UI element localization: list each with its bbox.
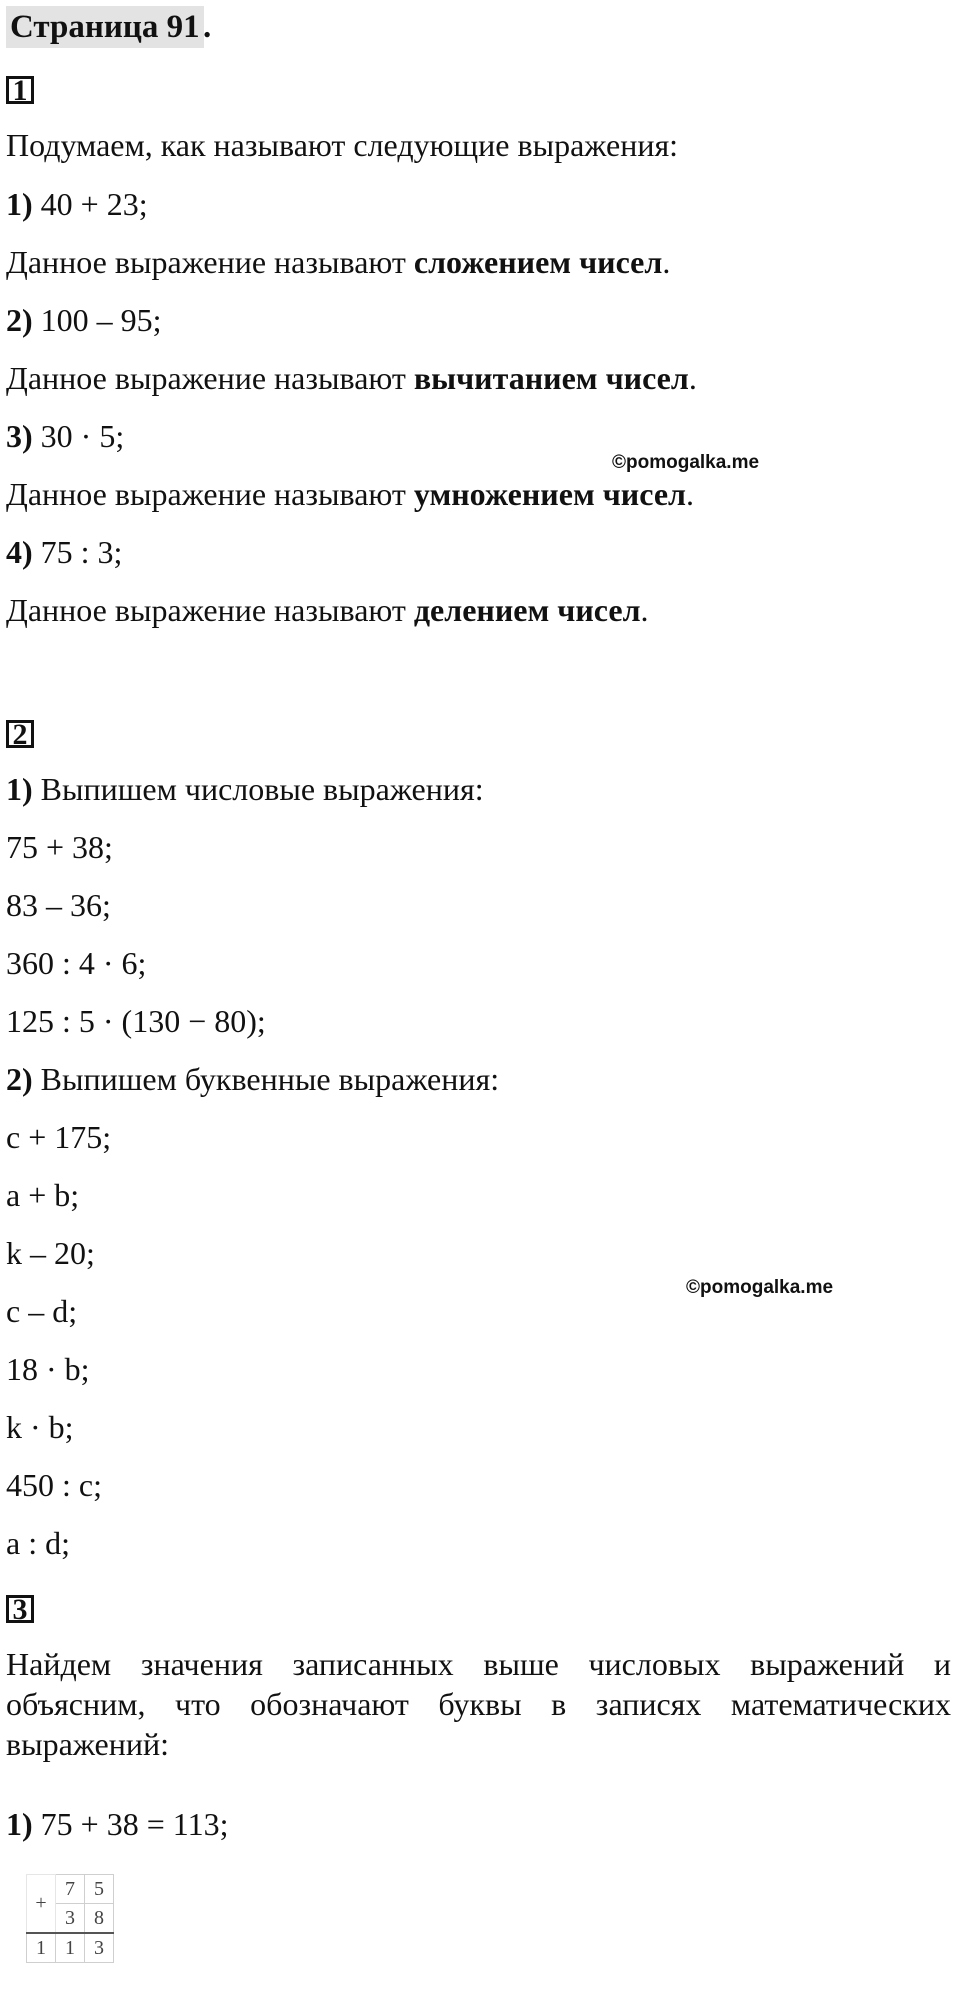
- part-heading: [6, 1059, 499, 1099]
- item-caption: [6, 242, 670, 282]
- letter-expression: c + 175;: [6, 1119, 112, 1155]
- watermark: ©pomogalka.me: [686, 1277, 834, 1298]
- item-number: 3): [6, 418, 33, 454]
- calc-digit: 1: [27, 1933, 56, 1963]
- caption-end: .: [662, 244, 671, 280]
- part-title: Выпишем числовые выражения:: [40, 771, 484, 807]
- page-title-highlight: [6, 6, 204, 48]
- item-caption: [6, 590, 649, 630]
- caption-term: вычитанием чисел: [413, 360, 689, 396]
- caption-term: делением чисел: [413, 592, 641, 628]
- calc-digit: 1: [56, 1933, 85, 1963]
- task-item: [6, 1804, 228, 1844]
- watermark: ©pomogalka.me: [612, 452, 760, 473]
- page-title-dot: .: [203, 9, 212, 45]
- letter-expression: k – 20;: [6, 1235, 95, 1271]
- column-addition: [26, 1874, 114, 1963]
- caption-term: умножением чисел: [413, 476, 686, 512]
- calc-digit: 7: [56, 1875, 85, 1904]
- caption-end: .: [640, 592, 649, 628]
- page-title: Страница 91: [10, 9, 200, 45]
- item-caption: [6, 358, 697, 398]
- letter-expression: k · b;: [6, 1409, 74, 1445]
- task-item: [6, 300, 162, 340]
- item-expression: 100 – 95;: [40, 302, 162, 338]
- item-expression: 75 + 38 = 113;: [40, 1806, 229, 1842]
- letter-expression: 18 · b;: [6, 1351, 90, 1387]
- numeric-expression: 125 : 5 · (130 − 80);: [6, 1003, 266, 1039]
- part-title: Выпишем буквенные выражения:: [40, 1061, 500, 1097]
- task-item: [6, 184, 148, 224]
- caption-end: .: [688, 360, 697, 396]
- letter-expression: a : d;: [6, 1525, 70, 1561]
- letter-expression: c – d;: [6, 1293, 78, 1329]
- item-number: 4): [6, 534, 33, 570]
- calc-digit: 5: [85, 1875, 114, 1904]
- item-number: 1): [6, 186, 33, 222]
- item-expression: 75 : 3;: [40, 534, 123, 570]
- task-item: [6, 416, 124, 456]
- part-number: 2): [6, 1061, 33, 1097]
- item-expression: 30 · 5;: [40, 418, 125, 454]
- part-heading: [6, 769, 484, 809]
- item-number: 2): [6, 302, 33, 338]
- caption-text: Данное выражение называют: [6, 476, 414, 512]
- item-number: 1): [6, 1806, 33, 1842]
- calc-row: [27, 1875, 114, 1904]
- calc-digit: 3: [56, 1904, 85, 1934]
- caption-text: Данное выражение называют: [6, 360, 414, 396]
- plus-sign: +: [27, 1875, 56, 1934]
- numeric-expression: 75 + 38;: [6, 829, 113, 865]
- task-intro: Подумаем, как называют следующие выражения:: [6, 127, 679, 163]
- item-caption: [6, 474, 694, 514]
- caption-end: .: [685, 476, 694, 512]
- calc-result-row: [27, 1933, 114, 1963]
- calc-digit: 3: [85, 1933, 114, 1963]
- calc-digit: 8: [85, 1904, 114, 1934]
- caption-text: Данное выражение называют: [6, 592, 414, 628]
- task-number-box: 1: [6, 76, 34, 104]
- task-intro: Найдем значения записанных выше числовых выражений и объясним, что обозначают буквы в записях математических выражений:: [6, 1646, 951, 1762]
- caption-term: сложением чисел: [413, 244, 663, 280]
- task-item: [6, 532, 122, 572]
- caption-text: Данное выражение называют: [6, 244, 414, 280]
- task-number-box: 3: [6, 1595, 34, 1623]
- item-expression: 40 + 23;: [40, 186, 148, 222]
- numeric-expression: 83 – 36;: [6, 887, 111, 923]
- part-number: 1): [6, 771, 33, 807]
- numeric-expression: 360 : 4 · 6;: [6, 945, 147, 981]
- task-number-box: 2: [6, 720, 34, 748]
- letter-expression: 450 : c;: [6, 1467, 102, 1503]
- letter-expression: a + b;: [6, 1177, 80, 1213]
